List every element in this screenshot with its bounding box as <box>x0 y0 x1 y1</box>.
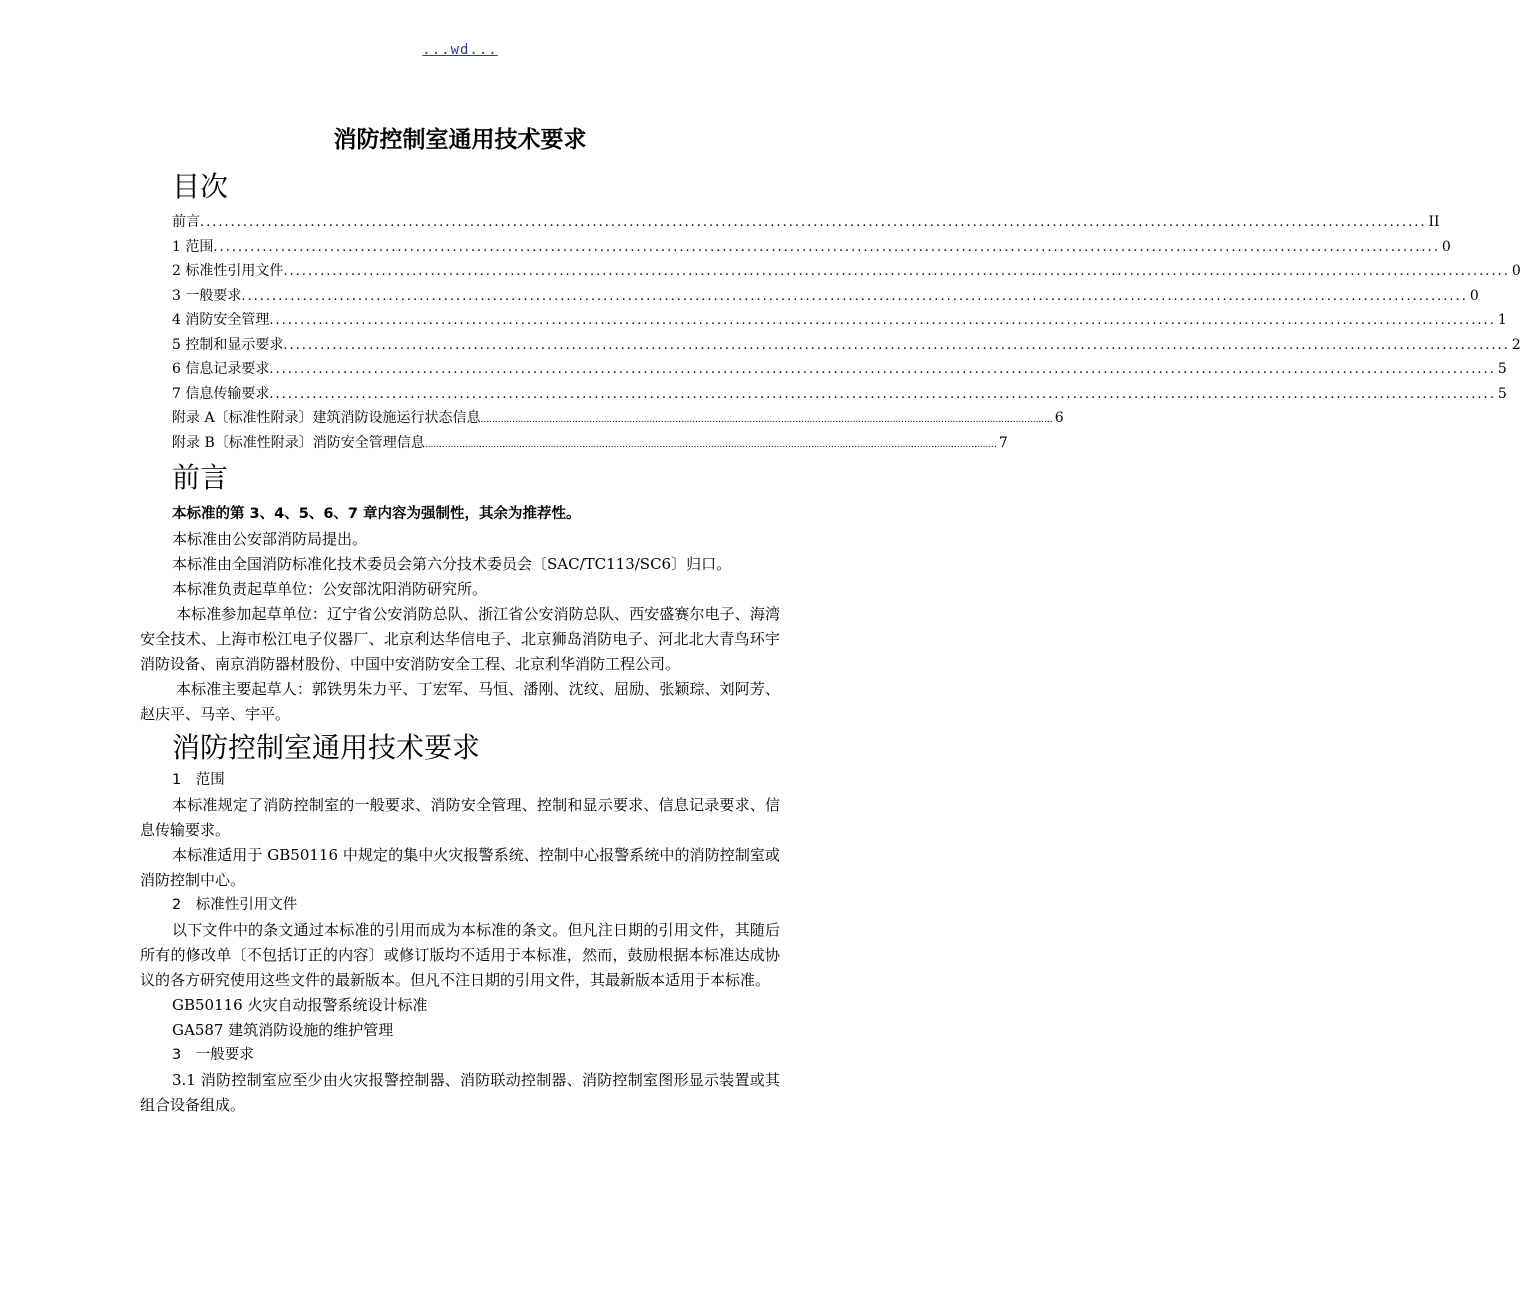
toc-entry-page: 7 <box>998 434 1008 451</box>
preface-line: 本标准由全国消防标准化技术委员会第六分技术委员会〔SAC/TC113/SC6〕归口。 <box>172 555 732 573</box>
reference-item: GA587 建筑消防设施的维护管理 <box>172 1021 394 1039</box>
toc-entry-page: II <box>1428 214 1440 230</box>
toc-leader-dots: ........................................................................................................................................................................................................ <box>213 239 1440 255</box>
section-3-title: 3 一般要求 <box>172 1047 254 1063</box>
reference-item: GB50116 火灾自动报警系统设计标准 <box>172 996 428 1014</box>
toc-entry-label: 5 控制和显示要求 <box>172 336 284 353</box>
toc-entry-label: 附录 A〔标准性附录〕建筑消防设施运行状态信息 <box>172 410 481 426</box>
toc-entry[interactable] <box>172 211 1440 236</box>
toc-entry-page: 0 <box>1469 287 1479 304</box>
section-1-paragraph: 本标准适用于 GB50116 中规定的集中火灾报警系统、控制中心报警系统中的消防控制室或消防控制中心。 <box>140 846 780 889</box>
table-of-contents <box>172 211 1521 456</box>
preface-heading: 前言 <box>172 461 229 494</box>
preface-section <box>140 502 780 727</box>
toc-entry-page: 0 <box>1441 238 1451 255</box>
toc-entry[interactable] <box>172 309 1507 334</box>
section-2-title: 2 标准性引用文件 <box>172 897 298 913</box>
section-1-paragraph: 本标准规定了消防控制室的一般要求、消防安全管理、控制和显示要求、信息记录要求、信息传输要求。 <box>140 796 780 839</box>
section-1-title: 1 范围 <box>172 772 225 788</box>
preface-line: 本标准负责起草单位：公安部沈阳消防研究所。 <box>172 580 488 598</box>
toc-leader-dots: ........................................................................................................................................................................................................ <box>269 386 1496 402</box>
toc-entry-label: 3 一般要求 <box>172 287 242 304</box>
toc-entry-label: 7 信息传输要求 <box>172 385 270 402</box>
toc-leader-dots: ........................................................................................................................................................................................................ <box>241 288 1468 304</box>
toc-leader-dots: ........................................................................................................................................................................................................ <box>200 215 1427 230</box>
toc-entry-label: 4 消防安全管理 <box>172 312 270 328</box>
toc-entry[interactable] <box>172 383 1507 408</box>
toc-leader-dots: ........................................................................................................................................................................................................ <box>269 362 1496 377</box>
toc-entry-label: 前言 <box>172 214 200 230</box>
toc-entry-page: 0 <box>1511 263 1521 279</box>
section-2-paragraph: 以下文件中的条文通过本标准的引用而成为本标准的条文。但凡注日期的引用文件，其随后所有的修改单〔不包括订正的内容〕或修订版均不适用于本标准，然而，鼓励根据本标准达成协议的各方研究使用这些文件的最新版本。但凡不注日期的引用文件，其最新版本适用于本标准。 <box>140 921 780 989</box>
toc-entry[interactable] <box>172 407 1064 432</box>
toc-entry-label: 2 标准性引用文件 <box>172 263 284 279</box>
main-section <box>140 768 780 1118</box>
toc-entry-label: 6 信息记录要求 <box>172 361 270 377</box>
toc-entry[interactable] <box>172 285 1479 310</box>
toc-entry-label: 1 范围 <box>172 238 214 255</box>
toc-entry[interactable] <box>172 358 1507 383</box>
preface-drafters: 本标准主要起草人：郭铁男朱力平、丁宏军、马恒、潘刚、沈纹、屈励、张颖琮、刘阿芳、赵庆平、马辛、宇平。 <box>140 680 780 723</box>
toc-entry-page: 5 <box>1497 385 1507 402</box>
toc-entry-page: 1 <box>1497 312 1507 328</box>
preface-bold-line: 本标准的第 3、4、5、6、7 章内容为强制性，其余为推荐性。 <box>172 506 581 522</box>
main-heading: 消防控制室通用技术要求 <box>172 731 481 764</box>
toc-entry-page: 2 <box>1511 336 1521 353</box>
toc-entry[interactable] <box>172 334 1521 359</box>
section-3-paragraph: 3.1 消防控制室应至少由火灾报警控制器、消防联动控制器、消防控制室图形显示装置或其组合设备组成。 <box>140 1071 780 1114</box>
page-header: ...wd... <box>422 42 498 58</box>
toc-leader-dots: ........................................................................................................................................................................................................ <box>480 415 1053 425</box>
preface-participants: 本标准参加起草单位：辽宁省公安消防总队、浙江省公安消防总队、西安盛赛尔电子、海湾安全技术、上海市松江电子仪器厂、北京利达华信电子、北京狮岛消防电子、河北北大青鸟环宇消防设备、南京消防器材股份、中国中安消防安全工程、北京利华消防工程公司。 <box>140 605 780 673</box>
toc-leader-dots: ........................................................................................................................................................................................................ <box>283 337 1510 353</box>
toc-entry[interactable] <box>172 260 1521 285</box>
preface-line: 本标准由公安部消防局提出。 <box>172 530 368 548</box>
toc-entry-page: 5 <box>1497 361 1507 377</box>
toc-leader-dots: ........................................................................................................................................................................................................ <box>283 264 1510 279</box>
toc-leader-dots: ........................................................................................................................................................................................................ <box>424 439 997 450</box>
toc-leader-dots: ........................................................................................................................................................................................................ <box>269 313 1496 328</box>
toc-entry[interactable] <box>172 236 1451 261</box>
toc-heading: 目次 <box>172 170 229 203</box>
toc-entry-label: 附录 B〔标准性附录〕消防安全管理信息 <box>172 434 425 451</box>
toc-entry-page: 6 <box>1054 410 1064 426</box>
document-title: 消防控制室通用技术要求 <box>333 127 587 153</box>
toc-entry[interactable] <box>172 432 1008 457</box>
